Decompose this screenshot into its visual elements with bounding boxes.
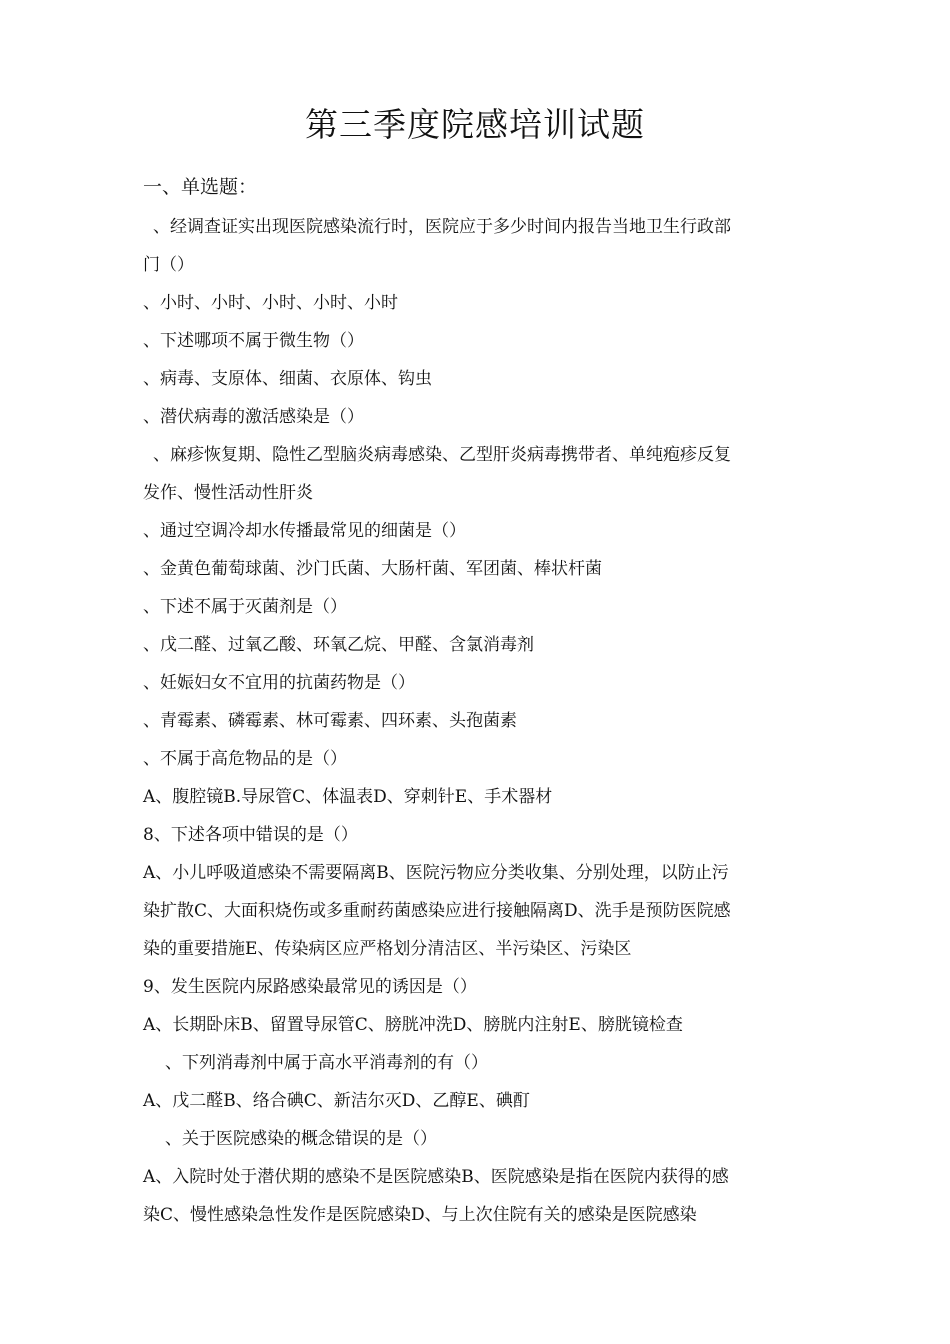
text-line: 、不属于高危物品的是（）	[143, 749, 347, 769]
text-line: A、长期卧床B、留置导尿管C、膀胱冲洗D、膀胱内注射E、膀胱镜检查	[143, 1015, 683, 1035]
text-line: 、潜伏病毒的激活感染是（）	[143, 407, 364, 427]
section-heading: 一、单选题：	[143, 176, 258, 198]
text-line: 、下述哪项不属于微生物（）	[143, 331, 364, 351]
text-line: 、青霉素、磷霉素、林可霉素、四环素、头孢菌素	[143, 711, 517, 731]
text-line: 、小时、小时、小时、小时、小时	[143, 293, 398, 313]
text-line: 门（）	[143, 255, 194, 275]
text-line: 、下列消毒剂中属于高水平消毒剂的有（）	[165, 1053, 488, 1073]
text-line: 、麻疹恢复期、隐性乙型脑炎病毒感染、乙型肝炎病毒携带者、单纯疱疹反复	[153, 445, 731, 465]
text-line: 9、发生医院内尿路感染最常见的诱因是（）	[143, 977, 477, 997]
text-line: 、经调查证实出现医院感染流行时，医院应于多少时间内报告当地卫生行政部	[153, 217, 731, 237]
text-line: 发作、慢性活动性肝炎	[143, 483, 313, 503]
text-line: 、金黄色葡萄球菌、沙门氏菌、大肠杆菌、军团菌、棒状杆菌	[143, 559, 602, 579]
text-line: 染扩散C、大面积烧伤或多重耐药菌感染应进行接触隔离D、洗手是预防医院感	[143, 901, 731, 921]
text-line: 、下述不属于灭菌剂是（）	[143, 597, 347, 617]
text-line: 染的重要措施E、传染病区应严格划分清洁区、半污染区、污染区	[143, 939, 632, 959]
text-line: A、小儿呼吸道感染不需要隔离B、医院污物应分类收集、分别处理，以防止污	[143, 863, 729, 883]
page-title: 第三季度院感培训试题	[305, 105, 645, 144]
text-line: A、腹腔镜B.导尿管C、体温表D、穿刺针E、手术器材	[143, 787, 553, 807]
text-line: 、关于医院感染的概念错误的是（）	[165, 1129, 437, 1149]
text-line: 、通过空调冷却水传播最常见的细菌是（）	[143, 521, 466, 541]
question-body	[143, 208, 815, 1234]
text-line: A、戊二醛B、络合碘C、新洁尔灭D、乙醇E、碘酊	[143, 1091, 530, 1111]
text-line: 染C、慢性感染急性发作是医院感染D、与上次住院有关的感染是医院感染	[143, 1205, 697, 1225]
text-line: 、戊二醛、过氧乙酸、环氧乙烷、甲醛、含氯消毒剂	[143, 635, 534, 655]
text-line: 、妊娠妇女不宜用的抗菌药物是（）	[143, 673, 415, 693]
text-line: 8、下述各项中错误的是（）	[143, 825, 358, 845]
text-line: 、病毒、支原体、细菌、衣原体、钩虫	[143, 369, 432, 389]
text-line: A、入院时处于潜伏期的感染不是医院感染B、医院感染是指在医院内获得的感	[143, 1167, 729, 1187]
